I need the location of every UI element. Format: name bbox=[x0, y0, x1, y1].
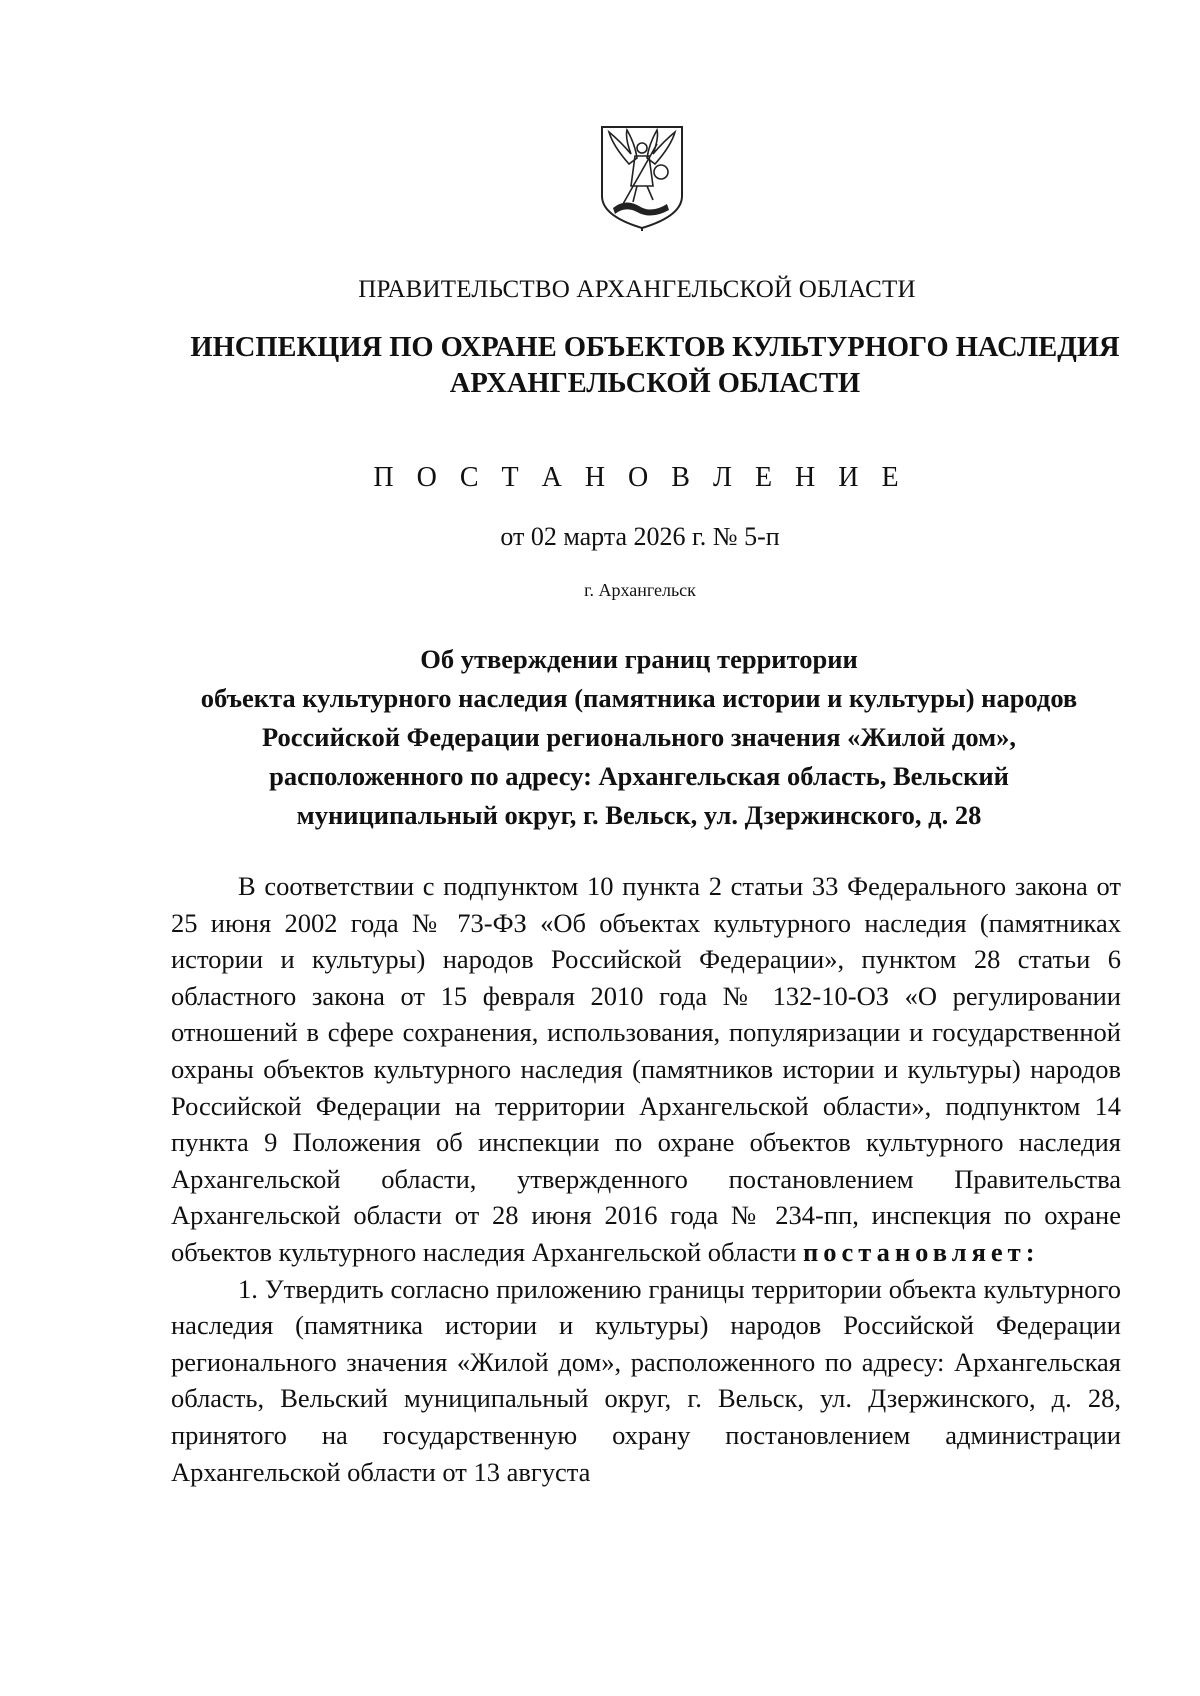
clause-1-paragraph: 1. Утвердить согласно приложению границы территории объекта культурного наследия (памятника истории и культуры) народов Российской Федерации регионального значения «Жилой дом», расположенного по адресу: Архангельская область, Вельский муниципальный округ, г. Вельск, ул. Дзержинского, д. 28, принятого на государственную охрану постановлением администрации Архангельской области от 13 августа bbox=[171, 1273, 1121, 1487]
inspection-heading-line1: ИНСПЕКЦИЯ ПО ОХРАНЕ ОБЪЕКТОВ КУЛЬТУРНОГО НАСЛЕДИЯ bbox=[190, 332, 1120, 363]
title-line: Об утверждении границ территории bbox=[420, 644, 858, 674]
coat-of-arms-icon bbox=[599, 124, 685, 232]
title-line: Российской Федерации регионального значения «Жилой дом», bbox=[262, 722, 1016, 752]
preamble-text: В соответствии с подпунктом 10 пункта 2 статьи 33 Федерального закона от 25 июня 2002 года № 73-ФЗ «Об объектах культурного наследия (памятниках истории и культуры) народов Российской Федерации», пунктом 28 статьи 6 областного закона от 15 февраля 2010 года № 132-10-ОЗ «О регулировании отношений в сфере сохранения, использования, популяризации и государственной охраны объектов культурного наследия (памятников истории и культуры) народов Российской Федерации на территории Архангельской области», подпунктом 14 пункта 9 Положения об инспекции по охране объектов культурного наследия Архангельской области, утвержденного постановлением Правительства Архангельской области от 28 июня 2016 года № 234-пп, инспекция по охране объектов культурного наследия Архангельской области bbox=[171, 871, 1121, 1267]
title-line: расположенного по адресу: Архангельская область, Вельский bbox=[269, 761, 1009, 791]
title-line: объекта культурного наследия (памятника истории и культуры) народов bbox=[200, 683, 1078, 713]
document-body bbox=[171, 868, 1121, 1490]
decree-date-number: от 02 марта 2026 г. № 5-п bbox=[500, 522, 780, 551]
resolves-word: постановляет: bbox=[803, 1236, 1040, 1267]
inspection-heading-line2: АРХАНГЕЛЬСКОЙ ОБЛАСТИ bbox=[449, 368, 861, 399]
preamble-paragraph bbox=[171, 868, 1121, 1271]
decree-type: П О С Т А Н О В Л Е Н И Е bbox=[373, 462, 907, 493]
government-heading: ПРАВИТЕЛЬСТВО АРХАНГЕЛЬСКОЙ ОБЛАСТИ bbox=[358, 276, 916, 303]
title-line: муниципальный округ, г. Вельск, ул. Дзержинского, д. 28 bbox=[296, 800, 982, 830]
decree-title bbox=[158, 640, 1120, 835]
inspection-heading bbox=[150, 330, 1140, 402]
decree-city: г. Архангельск bbox=[584, 580, 696, 600]
